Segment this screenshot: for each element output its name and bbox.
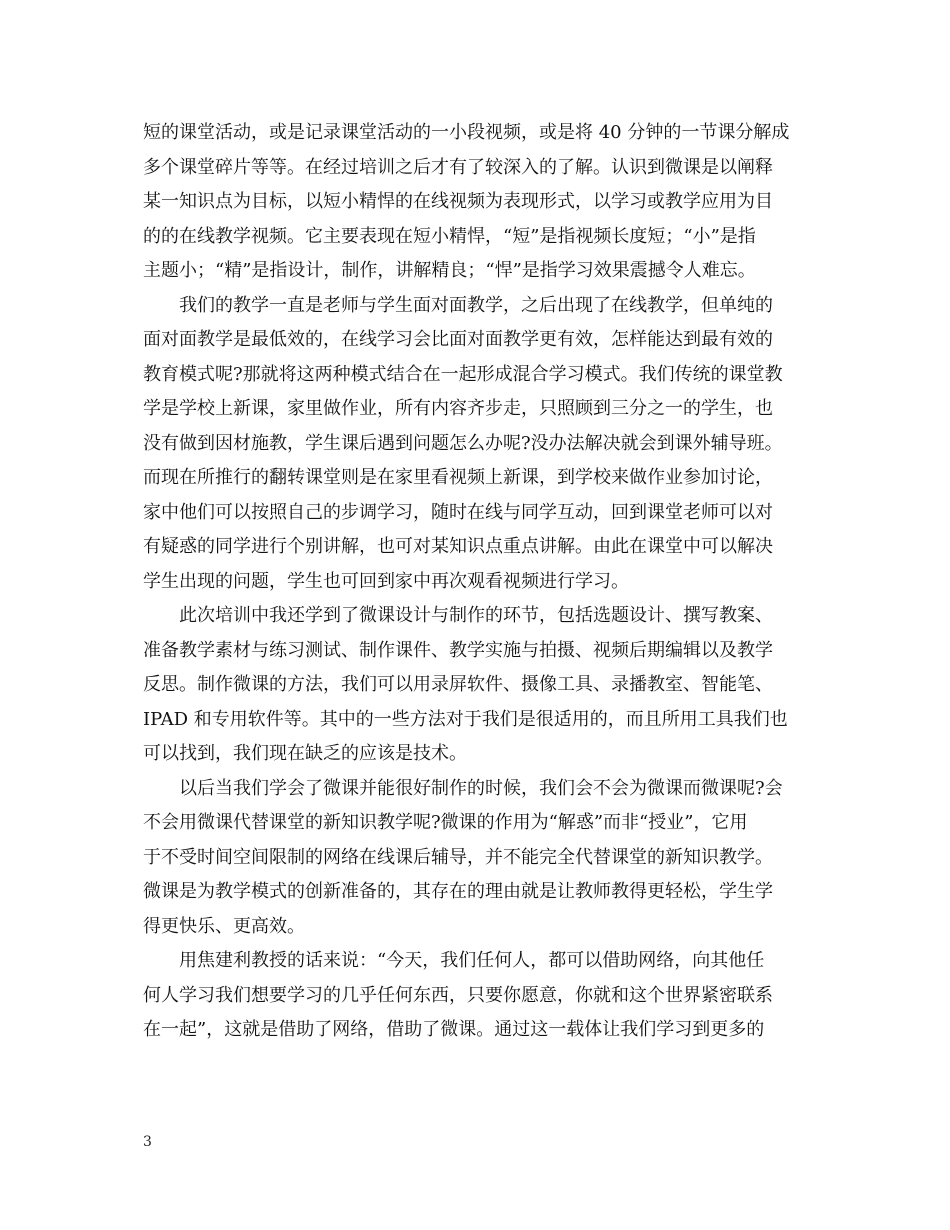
text-line: 没有做到因材施教，学生课后遇到问题怎么办呢?没办法解决就会到课外辅导班。 [143, 432, 783, 454]
text-line: 准备教学素材与练习测试、制作课件、教学实施与拍摄、视频后期编辑以及教学 [143, 639, 773, 661]
text-line: 某一知识点为目标，以短小精悍的在线视频为表现形式，以学习或教学应用为目 [143, 191, 773, 212]
text-line: IPAD 和专用软件等。其中的一些方法对于我们是很适用的，而且所用工具我们也 [143, 708, 788, 730]
text-line: 而现在所推行的翻转课堂则是在家里看视频上新课，到学校来做作业参加讨论， [143, 467, 773, 488]
text-line: 用焦建利教授的话来说：“今天，我们任何人，都可以借助网络，向其他任 [179, 950, 765, 971]
text-line: 面对面教学是最低效的，在线学习会比面对面教学更有效，怎样能达到最有效的 [143, 329, 773, 350]
paragraph [143, 116, 826, 289]
text-line: 主题小；“精”是指设计，制作，讲解精良；“悍”是指学习效果震撼令人难忘。 [143, 260, 756, 281]
page-number: 3 [143, 1134, 152, 1150]
text-line: 反思。制作微课的方法，我们可以用录屏软件、摄像工具、录播教室、智能笔、 [143, 674, 773, 695]
text-line: 多个课堂碎片等等。在经过培训之后才有了较深入的了解。认识到微课是以阐释 [143, 156, 773, 178]
text-line: 此次培训中我还学到了微课设计与制作的环节，包括选题设计、撰写教案、 [179, 605, 773, 626]
text-line: 我们的教学一直是老师与学生面对面教学，之后出现了在线教学，但单纯的 [179, 294, 773, 316]
paragraph [143, 599, 826, 772]
text-line: 家中他们可以按照自己的步调学习，随时在线与同学互动，回到课堂老师可以对 [143, 501, 773, 523]
text-line: 以后当我们学会了微课并能很好制作的时候，我们会不会为微课而微课呢?会 [179, 777, 783, 799]
text-line: 学是学校上新课，家里做作业，所有内容齐步走，只照顾到三分之一的学生，也 [143, 398, 773, 419]
paragraph [143, 289, 826, 600]
paragraph [143, 944, 826, 1048]
text-line: 教育模式呢?那就将这两种模式结合在一起形成混合学习模式。我们传统的课堂教 [143, 363, 783, 385]
text-line: 何人学习我们想要学习的几乎任何东西，只要你愿意，你就和这个世界紧密联系 [143, 984, 773, 1006]
text-line: 有疑惑的同学进行个别讲解，也可对某知识点重点讲解。由此在课堂中可以解决 [143, 536, 773, 557]
text-line: 于不受时间空间限制的网络在线课后辅导，并不能完全代替课堂的新知识教学。 [143, 846, 773, 868]
text-line: 学生出现的问题，学生也可回到家中再次观看视频进行学习。 [143, 570, 629, 592]
text-line: 在一起”，这就是借助了网络，借助了微课。通过这一载体让我们学习到更多的 [143, 1019, 765, 1040]
text-line: 不会用微课代替课堂的新知识教学呢?微课的作用为“解惑”而非“授业”，它用 [143, 812, 748, 833]
text-line: 可以找到，我们现在缺乏的应该是技术。 [143, 743, 467, 764]
text-line: 微课是为教学模式的创新准备的，其存在的理由就是让教师教得更轻松，学生学 [143, 881, 773, 902]
paragraph [143, 772, 826, 945]
text-line: 得更快乐、更高效。 [143, 915, 305, 937]
text-line: 短的课堂活动，或是记录课堂活动的一小段视频，或是将 40 分钟的一节课分解成 [143, 122, 790, 143]
text-line: 的的在线教学视频。它主要表现在短小精悍，“短”是指视频长度短；“小”是指 [143, 225, 756, 247]
document-body [143, 116, 826, 1048]
